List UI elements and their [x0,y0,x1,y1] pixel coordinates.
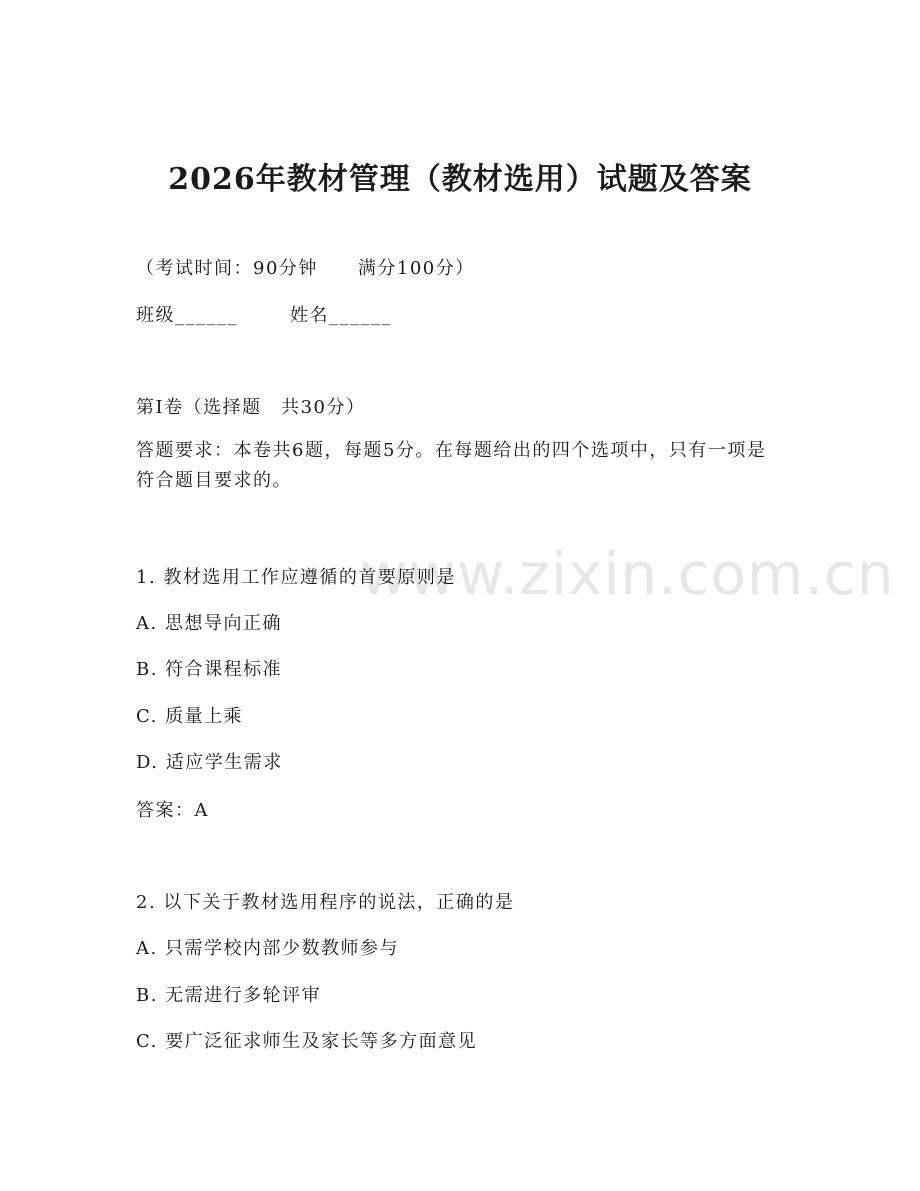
section-heading: 第Ⅰ卷（选择题 共30分） [136,397,366,418]
question-2-stem: 2. 以下关于教材选用程序的说法，正确的是 [136,892,515,913]
question-2-option-b: B. 无需进行多轮评审 [136,985,322,1006]
question-2-option-c: C. 要广泛征求师生及家长等多方面意见 [136,1031,478,1052]
question-1-option-d: D. 适应学生需求 [136,752,283,773]
exam-time: （考试时间：90分钟 [136,258,318,279]
question-1-option-a: A. 思想导向正确 [136,613,282,634]
class-field: 班级______ [136,305,238,326]
student-info [136,301,392,327]
watermark: www.zixin.com.cn [360,540,895,608]
exam-score: 满分100分） [357,258,475,279]
question-2-option-a: A. 只需学校内部少数教师参与 [136,938,399,959]
exam-info [136,254,475,280]
question-1-answer: 答案：A [136,800,209,821]
section-requirement: 答题要求：本卷共6题，每题5分。在每题给出的四个选项中，只有一项是符合题目要求的。 [136,440,767,491]
question-1-option-c: C. 质量上乘 [136,706,244,727]
question-1-stem: 1. 教材选用工作应遵循的首要原则是 [136,567,456,588]
name-field: 姓名______ [290,305,392,326]
question-1-option-b: B. 符合课程标准 [136,659,283,680]
document-title: 2026年教材管理（教材选用）试题及答案 [168,162,752,197]
